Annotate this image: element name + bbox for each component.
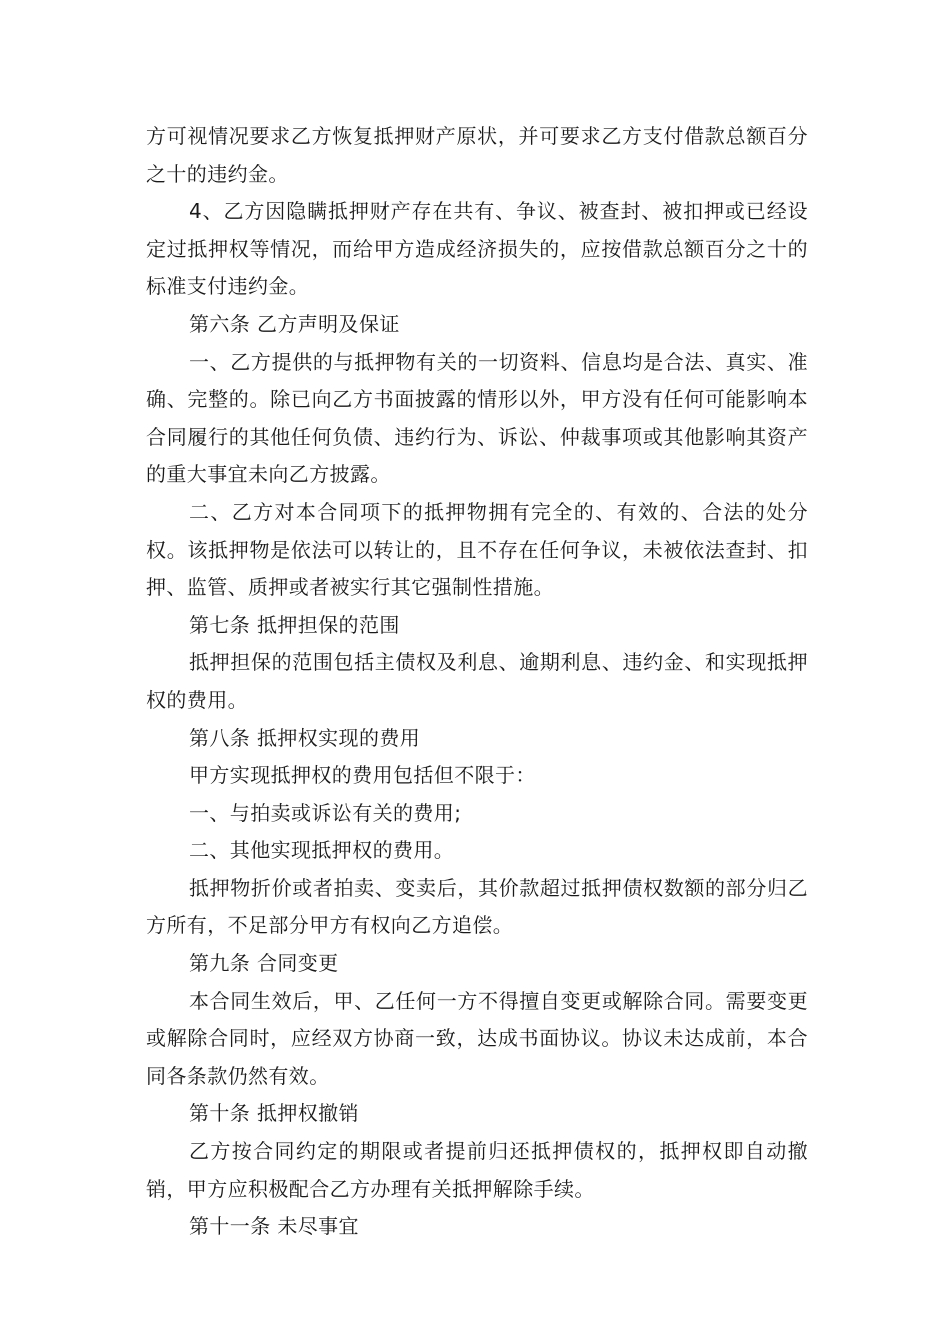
article-8-intro: 甲方实现抵押权的费用包括但不限于： [189,763,536,788]
paragraph-continuation: 方可视情况要求乙方恢复抵押财产原状，并可要求乙方支付借款总额百分之十的违约金。 [146,124,808,186]
article-11-heading: 第十一条 未尽事宜 [189,1214,359,1239]
article-7-heading: 第七条 抵押担保的范围 [189,612,400,637]
paragraph-clause-4: 4、乙方因隐瞒抵押财产存在共有、争议、被查封、被扣押或已经设定过抵押权等情况，而给甲方造成经济损失的，应按借款总额百分之十的标准支付违约金。 [146,199,808,299]
article-6-item-1: 一、乙方提供的与抵押物有关的一切资料、信息均是合法、真实、准确、完整的。除已向乙方书面披露的情形以外，甲方没有任何可能影响本合同履行的其他任何负债、违约行为、诉讼、仲裁事项或其他影响其资产的重大事宜未向乙方披露。 [146,349,808,487]
article-8-item-1: 一、与拍卖或诉讼有关的费用; [189,800,462,825]
article-8-item-2: 二、其他实现抵押权的费用。 [189,838,455,863]
article-6-item-2: 二、乙方对本合同项下的抵押物拥有完全的、有效的、合法的处分权。该抵押物是依法可以转让的，且不存在任何争议，未被依法查封、扣押、监管、质押或者被实行其它强制性措施。 [146,499,808,600]
article-6-heading: 第六条 乙方声明及保证 [189,311,400,336]
article-9-heading: 第九条 合同变更 [189,951,339,976]
article-8-body: 抵押物折价或者拍卖、变卖后，其价款超过抵押债权数额的部分归乙方所有，不足部分甲方有权向乙方追偿。 [146,875,808,938]
article-8-heading: 第八条 抵押权实现的费用 [189,725,421,750]
article-9-body: 本合同生效后，甲、乙任何一方不得擅自变更或解除合同。需要变更或解除合同时，应经双方协商一致，达成书面协议。协议未达成前，本合同各条款仍然有效。 [146,988,808,1088]
document-body [146,118,808,1246]
article-7-body: 抵押担保的范围包括主债权及利息、逾期利息、违约金、和实现抵押权的费用。 [146,650,808,712]
article-10-heading: 第十条 抵押权撤销 [189,1101,359,1126]
article-10-body: 乙方按合同约定的期限或者提前归还抵押债权的，抵押权即自动撤销，甲方应积极配合乙方办理有关抵押解除手续。 [146,1139,808,1201]
